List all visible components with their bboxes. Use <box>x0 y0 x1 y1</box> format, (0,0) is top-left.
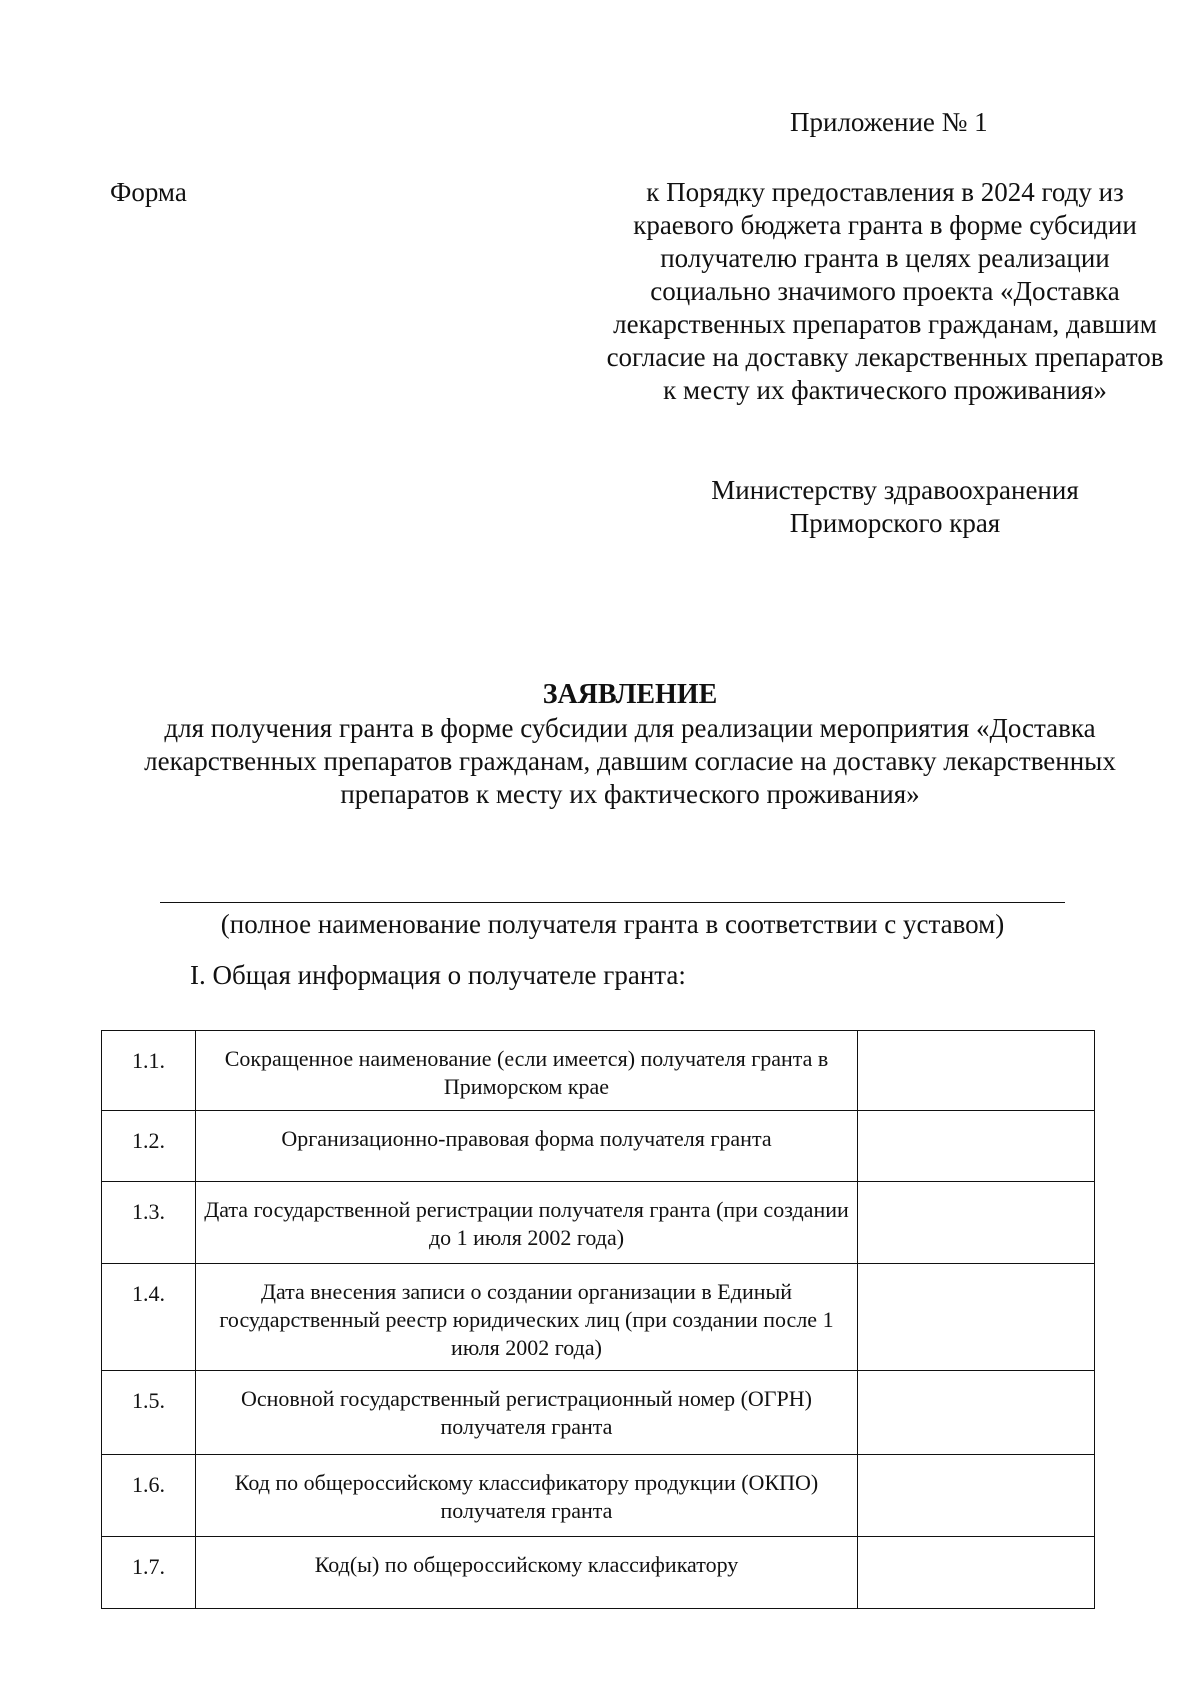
row-number: 1.2. <box>102 1111 196 1182</box>
row-label: Сокращенное наименование (если имеется) получателя гранта в Приморском крае <box>196 1031 858 1111</box>
row-value-cell[interactable] <box>858 1031 1095 1111</box>
row-value-cell[interactable] <box>858 1264 1095 1371</box>
recipient-info-table <box>101 1030 1095 1609</box>
table-row <box>102 1182 1095 1264</box>
table-row <box>102 1455 1095 1537</box>
row-number: 1.1. <box>102 1031 196 1111</box>
document-subtitle: для получения гранта в форме субсидии для реализации мероприятия «Доставка лекарственных препаратов гражданам, давшим согласие на доставку лекарственных препаратов к месту их фактического проживания» <box>144 713 1116 809</box>
row-number: 1.3. <box>102 1182 196 1264</box>
row-label: Код(ы) по общероссийскому классификатору <box>196 1537 858 1609</box>
appendix-title: Приложение № 1 <box>790 107 988 137</box>
recipient-name-caption: (полное наименование получателя гранта в соответствии с уставом) <box>220 909 1005 939</box>
row-value-cell[interactable] <box>858 1455 1095 1537</box>
row-value-cell[interactable] <box>858 1371 1095 1455</box>
table-row <box>102 1264 1095 1371</box>
row-label: Основной государственный регистрационный номер (ОГРН) получателя гранта <box>196 1371 858 1455</box>
row-number: 1.6. <box>102 1455 196 1537</box>
appendix-reference-text: к Порядку предоставления в 2024 году из краевого бюджета гранта в форме субсидии получателю гранта в целях реализации социально значимого проекта «Доставка лекарственных препаратов гражданам, давшим согласие на доставку лекарственных препаратов к месту их фактического проживания» <box>606 177 1164 405</box>
row-number: 1.5. <box>102 1371 196 1455</box>
table-row <box>102 1371 1095 1455</box>
table-row <box>102 1031 1095 1111</box>
row-label: Дата государственной регистрации получателя гранта (при создании до 1 июля 2002 года) <box>196 1182 858 1264</box>
table-row <box>102 1111 1095 1182</box>
row-value-cell[interactable] <box>858 1537 1095 1609</box>
row-label: Дата внесения записи о создании организации в Единый государственный реестр юридических лиц (при создании после 1 июля 2002 года) <box>196 1264 858 1371</box>
form-label: Форма <box>110 177 187 207</box>
row-label: Организационно-правовая форма получателя гранта <box>196 1111 858 1182</box>
section-title: I. Общая информация о получателе гранта: <box>190 960 686 990</box>
row-value-cell[interactable] <box>858 1182 1095 1264</box>
row-number: 1.7. <box>102 1537 196 1609</box>
row-value-cell[interactable] <box>858 1111 1095 1182</box>
addressee: Министерству здравоохранения Приморского края <box>711 475 1079 538</box>
row-number: 1.4. <box>102 1264 196 1371</box>
row-label: Код по общероссийскому классификатору продукции (ОКПО) получателя гранта <box>196 1455 858 1537</box>
table-row <box>102 1537 1095 1609</box>
recipient-name-line <box>160 902 1065 903</box>
document-title: ЗАЯВЛЕНИЕ <box>542 679 718 710</box>
